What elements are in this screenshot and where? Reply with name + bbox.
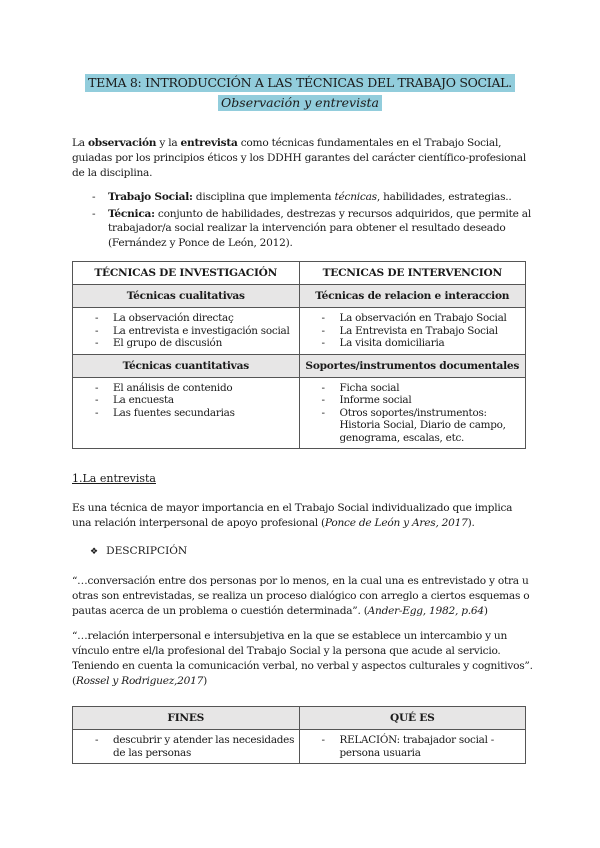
definition-item: - Técnica: conjunto de habilidades, destrezas y recursos adquiridos, que permite al trabajador/a social realizar la intervención para obtener el resultado deseado (Fernández y Ponce de León, 2012). bbox=[92, 207, 531, 249]
list-item: - Informe social bbox=[321, 394, 412, 406]
table1-sub1-left: Técnicas cualitativas bbox=[73, 285, 300, 308]
list-item: - RELACIÓN: trabajador social - persona usuaria bbox=[321, 734, 494, 759]
quote-ander-egg: “…conversación entre dos personas por lo menos, en la cual una es entrevistado y otra u otras son entrevistadas, se realiza un proceso dialógico con arreglo a ciertos esquemas o pautas acerca de un problema o cuestión determinada”. (Ander-Egg, 1982, p.64) bbox=[72, 575, 530, 617]
list-item: - Ficha social bbox=[321, 381, 400, 394]
list-item: - La visita domiciliaria bbox=[321, 337, 445, 349]
list-item: - La entrevista e investigación social bbox=[95, 324, 290, 337]
intro-paragraph: La observación y la entrevista como técnicas fundamentales en el Trabajo Social, guiadas por los principios éticos y los DDHH garantes del carácter científico-profesional de la disciplina. bbox=[72, 137, 526, 179]
table2-head-right: QUÉ ES bbox=[299, 707, 526, 730]
list-item: - El análisis de contenido bbox=[95, 381, 233, 394]
table1-sub2-left: Técnicas cuantitativas bbox=[73, 354, 300, 377]
table1-list2-right-cell bbox=[299, 377, 526, 449]
list-item: - Otros soportes/instrumentos: Historia Social, Diario de campo, genograma, escalas, etc. bbox=[321, 406, 506, 444]
list-item: - descubrir y atender las necesidades de las personas bbox=[95, 734, 295, 759]
table1-head-right: TECNICAS DE INTERVENCION bbox=[299, 262, 526, 285]
list-item: - Las fuentes secundarias bbox=[95, 406, 235, 419]
table1-head-left: TÉCNICAS DE INVESTIGACIÓN bbox=[73, 262, 300, 285]
list-item: - La Entrevista en Trabajo Social bbox=[321, 324, 498, 337]
table1-list2-left-cell bbox=[73, 377, 300, 449]
quote-rossel: “…relación interpersonal e intersubjetiva en la que se establece un intercambio y un vínculo entre el/la profesional del Trabajo Social y la persona que acude al servicio. Teniendo en cuenta la comunicación verbal, no verbal y aspectos culturales y cognitivos”. (Rossel y Rodriguez,2017) bbox=[72, 630, 533, 687]
entrevista-paragraph: Es una técnica de mayor importancia en el Trabajo Social individualizado que implica una relación interpersonal de apoyo profesional (Ponce de León y Ares, 2017). bbox=[72, 502, 513, 529]
descripcion-bullet: ❖ DESCRIPCIÓN bbox=[90, 545, 188, 557]
list-item: - La observación en Trabajo Social bbox=[321, 312, 507, 324]
table1-sub2-right: Soportes/instrumentos documentales bbox=[299, 354, 526, 377]
techniques-table bbox=[72, 261, 526, 449]
page-subtitle: Observación y entrevista bbox=[218, 95, 382, 111]
table2-head-left: FINES bbox=[73, 707, 300, 730]
list-item: - El grupo de discusión bbox=[95, 337, 223, 349]
diamond-bullet-icon: ❖ bbox=[90, 547, 99, 557]
table1-list1-left-cell bbox=[73, 308, 300, 355]
definitions-list bbox=[92, 190, 532, 252]
list-item: - La encuesta bbox=[95, 394, 174, 406]
page-title: TEMA 8: INTRODUCCIÓN A LAS TÉCNICAS DEL TRABAJO SOCIAL. bbox=[85, 74, 515, 92]
title-block bbox=[0, 72, 600, 111]
table1-list1-right-cell bbox=[299, 308, 526, 355]
section-heading: 1.La entrevista bbox=[72, 472, 156, 485]
fines-table bbox=[72, 706, 526, 764]
table1-sub1-right: Técnicas de relacion e interaccion bbox=[299, 285, 526, 308]
list-item: - La observación directaç bbox=[95, 312, 234, 324]
table2-left-cell bbox=[73, 730, 300, 764]
table2-right-cell bbox=[299, 730, 526, 764]
definition-item: - Trabajo Social: disciplina que implementa técnicas, habilidades, estrategias.. bbox=[92, 191, 512, 203]
